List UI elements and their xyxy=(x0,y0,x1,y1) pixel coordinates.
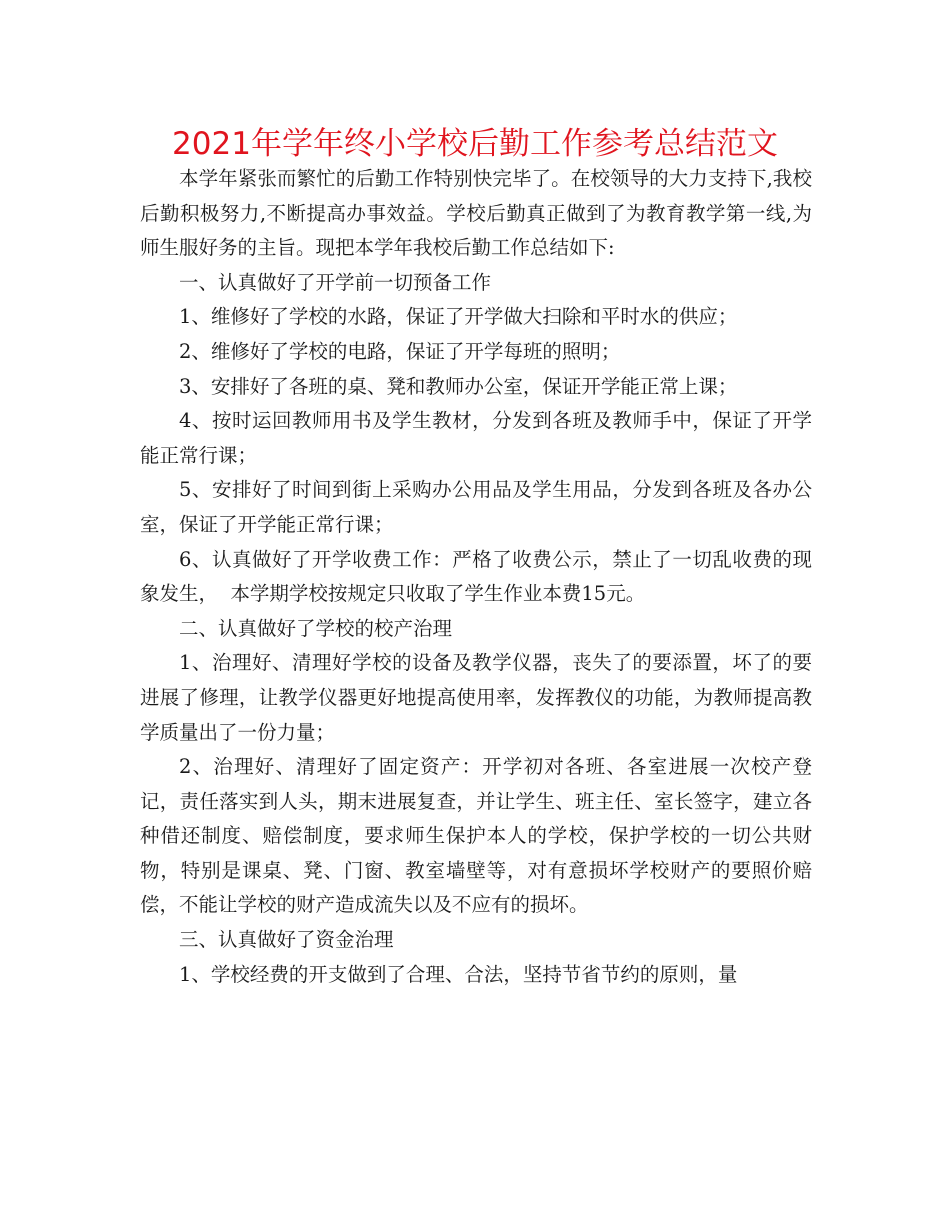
section-heading-2: 二、认真做好了学校的校产治理 xyxy=(179,616,453,640)
paragraph-item: 1、治理好、清理好学校的设备及教学仪器，丧失了的要添置，坏了的要进展了修理，让教学仪器更好地提高使用率，发挥教仪的功能，为教师提高教学质量出了一份力量； xyxy=(140,651,812,744)
section-heading-3: 三、认真做好了资金治理 xyxy=(179,928,394,952)
document-title: 2021年学年终小学校后勤工作参考总结范文 xyxy=(172,126,778,162)
paragraph-item: 6、认真做好了开学收费工作：严格了收费公示，禁止了一切乱收费的现象发生， 本学期学校按规定只收取了学生作业本费15元。 xyxy=(140,547,812,606)
paragraph-item: 2、治理好、清理好了固定资产：开学初对各班、各室进展一次校产登记，责任落实到人头，期末进展复查，并让学生、班主任、室长签字，建立各种借还制度、赔偿制度，要求师生保护本人的学校，保护学校的一切公共财物，特别是课桌、凳、门窗、教室墙壁等，对有意损坏学校财产的要照价赔偿，不能让学校的财产造成流失以及不应有的损坏。 xyxy=(140,755,812,917)
paragraph-item: 1、维修好了学校的水路，保证了开学做大扫除和平时水的供应； xyxy=(179,305,738,329)
paragraph-intro: 本学年紧张而繁忙的后勤工作特别快完毕了。在校领导的大力支持下,我校后勤积极努力,不断提高办事效益。学校后勤真正做到了为教育教学第一线,为师生服好务的主旨。现把本学年我校后勤工作总结如下: xyxy=(140,167,812,260)
section-heading-1: 一、认真做好了开学前一切预备工作 xyxy=(179,270,492,294)
paragraph-item: 1、学校经费的开支做到了合理、合法，坚持节省节约的原则，量 xyxy=(179,962,738,986)
document-body xyxy=(140,162,812,992)
paragraph-item: 4、按时运回教师用书及学生教材，分发到各班及教师手中，保证了开学能正常行课； xyxy=(140,409,812,467)
paragraph-item: 5、安排好了时间到街上采购办公用品及学生用品，分发到各班及各办公室，保证了开学能正常行课； xyxy=(140,478,812,536)
paragraph-item: 3、安排好了各班的桌、凳和教师办公室，保证开学能正常上课； xyxy=(179,374,738,398)
paragraph-item: 2、维修好了学校的电路，保证了开学每班的照明； xyxy=(179,339,621,363)
